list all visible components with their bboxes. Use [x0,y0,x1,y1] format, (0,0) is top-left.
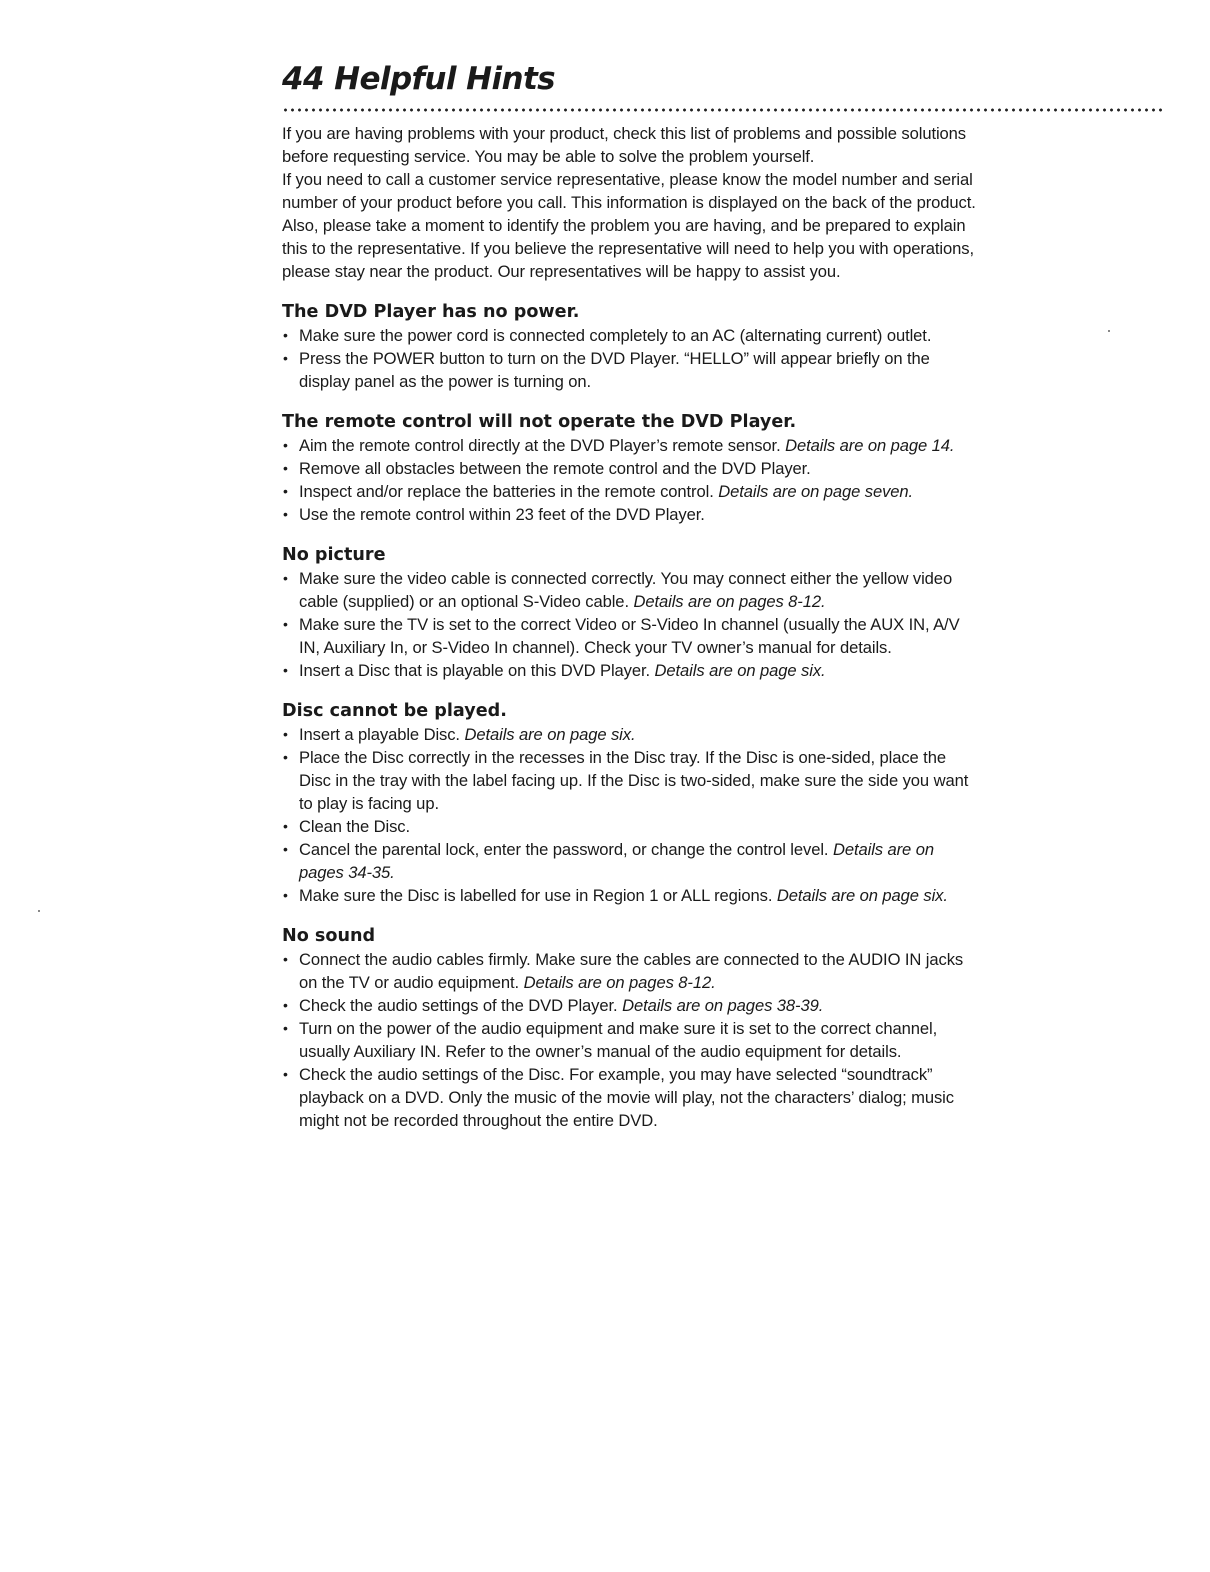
list-item [282,480,982,503]
list-item [282,567,982,613]
item-ref: Details are on page six. [776,886,948,905]
item-ref: Details are on pages 8-12. [633,592,826,611]
bullet-icon: • [283,616,288,632]
intro [282,122,982,283]
list-item [282,723,982,746]
bullet-icon: • [283,1020,288,1036]
bullet-icon: • [283,570,288,586]
section-title: No sound [282,926,376,946]
item-text: Make sure the Disc is labelled for use in Region 1 or ALL regions. [299,886,773,905]
item-text: Insert a Disc that is playable on this DVD Player. [299,661,651,680]
list-item [282,994,982,1017]
hint-list [282,567,982,682]
item-text: Remove all obstacles between the remote control and the DVD Player. [299,459,811,478]
list-item [282,746,982,815]
item-text: Check the audio settings of the Disc. For example, you may have selected “soundtrack” playback on a DVD. Only the music of the movie will play, not the characters’ dialog; music might not be recorded throughout the entire DVD. [299,1065,954,1130]
section-no-picture [282,543,982,682]
hint-list [282,948,982,1132]
list-item [282,1017,982,1063]
item-text: Place the Disc correctly in the recesses in the Disc tray. If the Disc is one-sided, place the Disc in the tray with the label facing up. If the Disc is two-sided, make sure the side you want to play is facing up. [299,748,969,813]
hint-list [282,324,982,393]
bullet-icon: • [283,887,288,903]
bullet-icon: • [283,1066,288,1082]
bullet-icon: • [283,662,288,678]
bullet-icon: • [283,818,288,834]
section-title: The DVD Player has no power. [282,302,580,322]
list-item [282,838,982,884]
item-text: Clean the Disc. [299,817,411,836]
page-number: 44 [282,61,324,97]
list-item [282,659,982,682]
hint-list [282,723,982,907]
item-ref: Details are on page seven. [718,482,914,501]
item-text: Inspect and/or replace the batteries in the remote control. [299,482,714,501]
section-title: The remote control will not operate the DVD Player. [282,412,797,432]
item-text: Insert a playable Disc. [299,725,460,744]
item-text: Make sure the video cable is connected correctly. You may connect either the yellow video cable (supplied) or an optional S-Video cable. [299,569,953,611]
list-item [282,347,982,393]
hint-list [282,434,982,526]
bullet-icon: • [283,483,288,499]
scan-speck [38,910,40,912]
bullet-icon: • [283,327,288,343]
intro-paragraph: If you need to call a customer service representative, please know the model number and serial number of your product before you call. This information is displayed on the back of the product. Also, please take a moment to identify the problem you are having, and be prepared to explain this to the representative. If you believe the representative will need to help you with operations, please stay near the product. Our representatives will be happy to assist you. [282,170,976,281]
section-remote-control [282,410,982,526]
page-heading: Helpful Hints [334,61,556,97]
bullet-icon: • [283,726,288,742]
list-item [282,1063,982,1132]
bullet-icon: • [283,506,288,522]
item-text: Connect the audio cables firmly. Make sure the cables are connected to the AUDIO IN jacks on the TV or audio equipment. [299,950,964,992]
section-title: Disc cannot be played. [282,701,507,721]
intro-paragraph: If you are having problems with your product, check this list of problems and possible solutions before requesting service. You may be able to solve the problem yourself. [282,124,967,166]
item-ref: Details are on pages 8-12. [523,973,716,992]
item-ref: Details are on pages 34-35. [299,840,934,882]
scan-speck [1108,330,1110,332]
item-ref: Details are on page six. [654,661,826,680]
manual-page [282,60,982,1132]
list-item [282,815,982,838]
section-no-sound [282,924,982,1132]
bullet-icon: • [283,841,288,857]
list-item [282,457,982,480]
item-ref: Details are on page 14. [785,436,955,455]
page-title [282,60,982,98]
list-item [282,503,982,526]
bullet-icon: • [283,749,288,765]
bullet-icon: • [283,350,288,366]
list-item [282,324,982,347]
section-disc-cannot-play [282,699,982,907]
list-item [282,948,982,994]
bullet-icon: • [283,951,288,967]
item-text: Press the POWER button to turn on the DVD Player. “HELLO” will appear briefly on the display panel as the power is turning on. [299,349,930,391]
list-item [282,434,982,457]
section-no-power [282,300,982,393]
item-text: Use the remote control within 23 feet of the DVD Player. [299,505,705,524]
list-item [282,884,982,907]
item-text: Check the audio settings of the DVD Player. [299,996,618,1015]
item-text: Cancel the parental lock, enter the password, or change the control level. [299,840,829,859]
bullet-icon: • [283,437,288,453]
item-ref: Details are on page six. [464,725,636,744]
item-ref: Details are on pages 38-39. [622,996,824,1015]
item-text: Turn on the power of the audio equipment and make sure it is set to the correct channel, usually Auxiliary IN. Refer to the owner’s manual of the audio equipment for details. [299,1019,938,1061]
bullet-icon: • [283,460,288,476]
list-item [282,613,982,659]
bullet-icon: • [283,997,288,1013]
section-title: No picture [282,545,386,565]
item-text: Make sure the TV is set to the correct Video or S-Video In channel (usually the AUX IN, A/V IN, Auxiliary In, or S-Video In channel). Check your TV owner’s manual for details. [299,615,960,657]
dotted-divider [282,108,1162,112]
item-text: Make sure the power cord is connected completely to an AC (alternating current) outlet. [299,326,932,345]
item-text: Aim the remote control directly at the DVD Player’s remote sensor. [299,436,781,455]
